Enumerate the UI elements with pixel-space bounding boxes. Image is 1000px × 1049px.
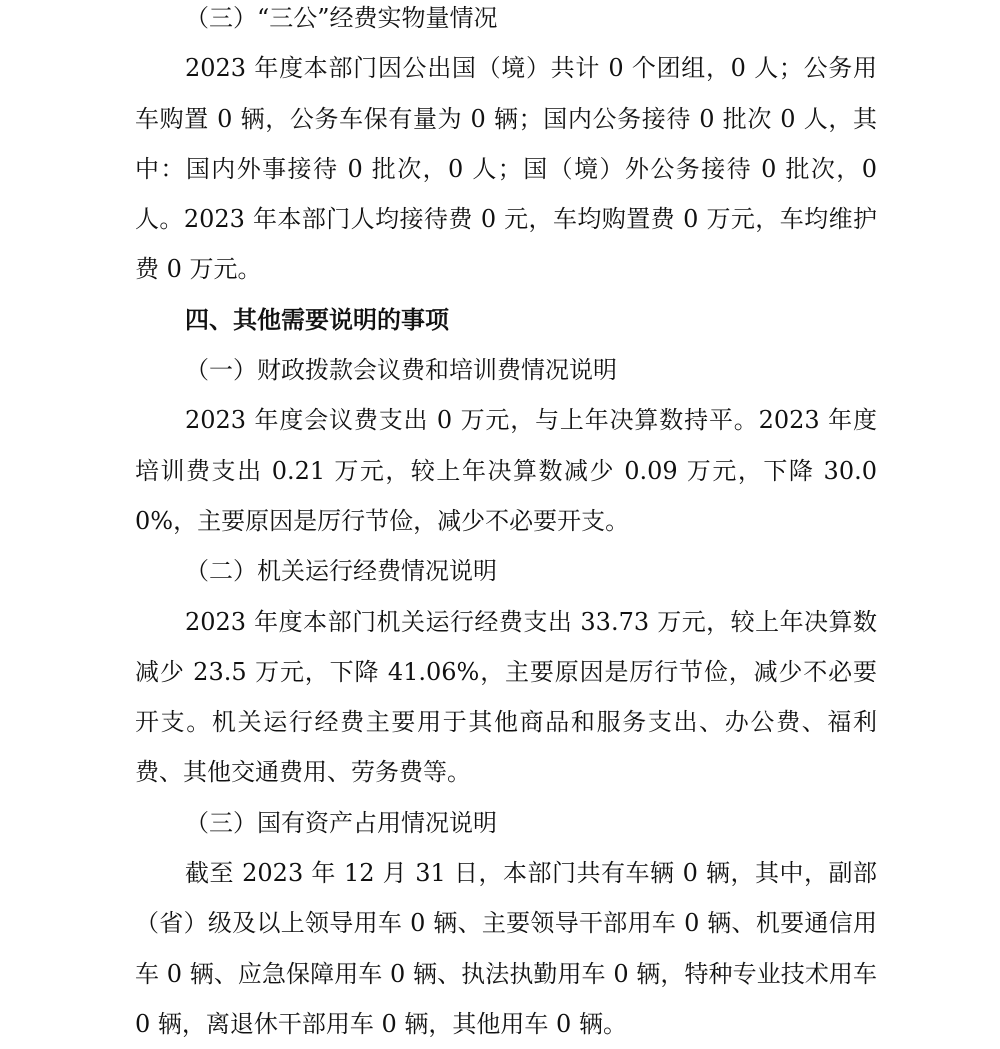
subheading-meeting-training: （一）财政拨款会议费和培训费情况说明 — [185, 356, 617, 385]
subheading-operating-costs: （二）机关运行经费情况说明 — [185, 557, 497, 586]
heading-other-matters: 四、其他需要说明的事项 — [185, 304, 449, 334]
subheading-state-assets: （三）国有资产占用情况说明 — [185, 808, 497, 837]
paragraph-state-assets: 截至 2023 年 12 月 31 日，本部门共有车辆 0 辆，其中，副部（省）级及以上领导用车 0 辆、主要领导干部用车 0 辆、机要通信用车 0 辆、应急保障用车 0 辆、执法执勤用车 0 辆，特种专业技术用车 0 辆，离退休干部用车 0 辆，其他用车 0 辆。 — [135, 859, 877, 1038]
paragraph-meeting-training: 2023 年度会议费支出 0 万元，与上年决算数持平。2023 年度培训费支出 0.21 万元，较上年决算数减少 0.09 万元，下降 30.00%，主要原因是厉行节俭，减少不必要开支。 — [135, 406, 877, 535]
paragraph-sangong-physical: 2023 年度本部门因公出国（境）共计 0 个团组，0 人；公务用车购置 0 辆，公务车保有量为 0 辆；国内公务接待 0 批次 0 人，其中：国内外事接待 0 批次，0 人；国（境）外公务接待 0 批次，0 人。2023 年本部门人均接待费 0 元，车均购置费 0 万元，车均维护费 0 万元。 — [135, 54, 877, 284]
paragraph-operating-costs: 2023 年度本部门机关运行经费支出 33.73 万元，较上年决算数减少 23.5 万元，下降 41.06%，主要原因是厉行节俭，减少不必要开支。机关运行经费主要用于其他商品和服务支出、办公费、福利费、其他交通费用、劳务费等。 — [135, 607, 877, 787]
document-page — [135, 0, 877, 1049]
subheading-sangong-physical: （三）“三公”经费实物量情况 — [185, 4, 498, 32]
